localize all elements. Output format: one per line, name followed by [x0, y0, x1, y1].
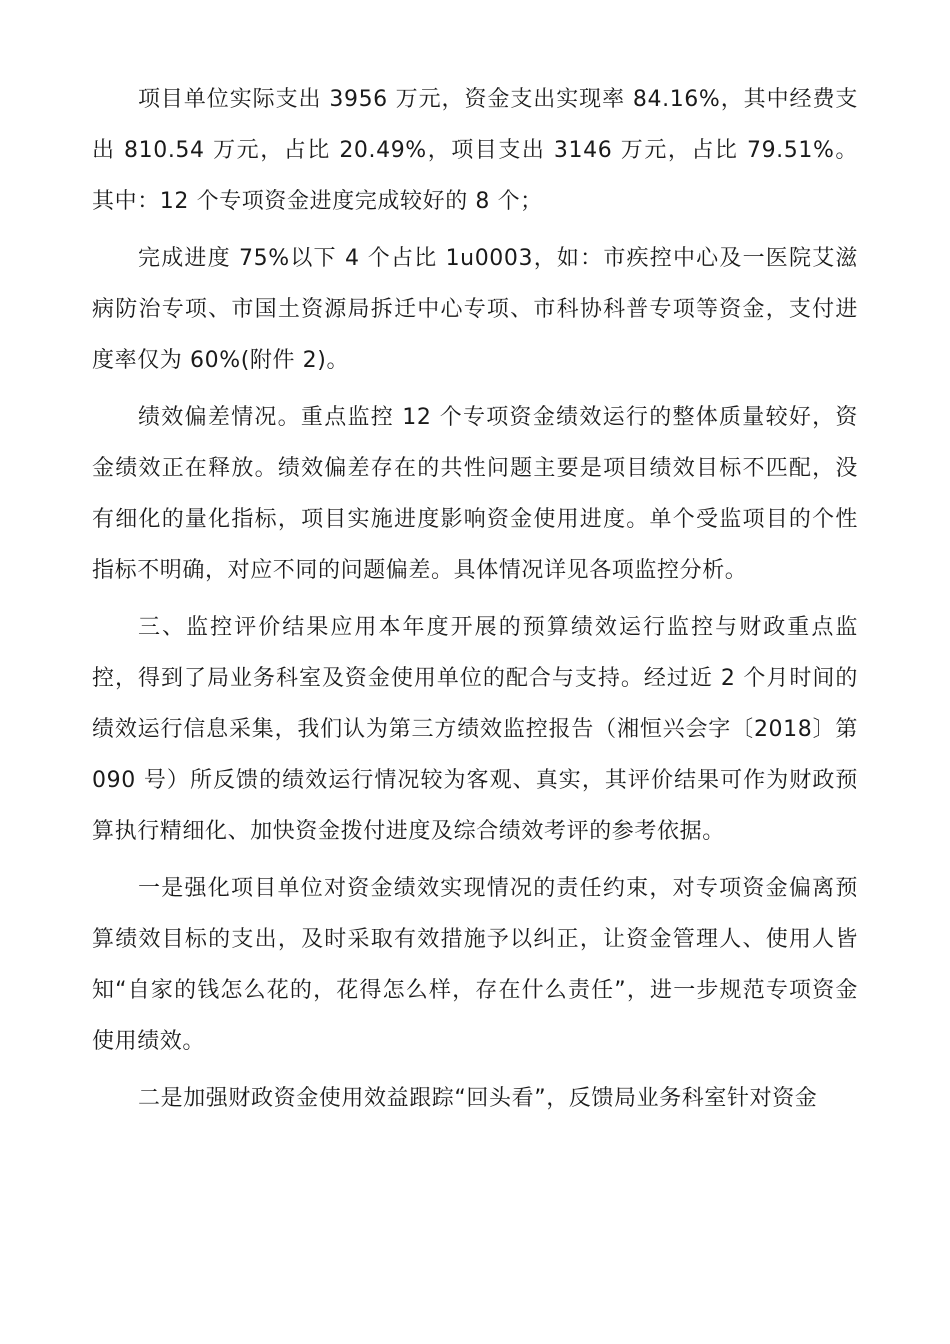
paragraph-expenditure: 项目单位实际支出 3956 万元，资金支出实现率 84.16%，其中经费支出 810.54 万元，占比 20.49%，项目支出 3146 万元，占比 79.51%。其中：12 个专项资金进度完成较好的 8 个；	[92, 87, 858, 214]
paragraph-results-application: 三、监控评价结果应用本年度开展的预算绩效运行监控与财政重点监控，得到了局业务科室及资金使用单位的配合与支持。经过近 2 个月时间的绩效运行信息采集，我们认为第三方绩效监控报告（湘恒兴会字〔2018〕第 090 号）所反馈的绩效运行情况较为客观、真实，其评价结果可作为财政预算执行精细化、加快资金拨付进度及综合绩效考评的参考依据。	[92, 615, 858, 844]
paragraph-measure-one: 一是强化项目单位对资金绩效实现情况的责任约束，对专项资金偏离预算绩效目标的支出，及时采取有效措施予以纠正，让资金管理人、使用人皆知“自家的钱怎么花的，花得怎么样，存在什么责任”，进一步规范专项资金使用绩效。	[92, 876, 858, 1054]
document-body	[92, 74, 858, 1124]
paragraph-measure-two: 二是加强财政资金使用效益跟踪“回头看”，反馈局业务科室针对资金	[138, 1086, 818, 1111]
paragraph-progress: 完成进度 75%以下 4 个占比 1u0003，如：市疾控中心及一医院艾滋病防治专项、市国土资源局拆迁中心专项、市科协科普专项等资金，支付进度率仅为 60%(附件 2)。	[92, 246, 858, 373]
paragraph-performance-deviation: 绩效偏差情况。重点监控 12 个专项资金绩效运行的整体质量较好，资金绩效正在释放。绩效偏差存在的共性问题主要是项目绩效目标不匹配，没有细化的量化指标，项目实施进度影响资金使用进度。单个受监项目的个性指标不明确，对应不同的问题偏差。具体情况详见各项监控分析。	[92, 405, 858, 583]
